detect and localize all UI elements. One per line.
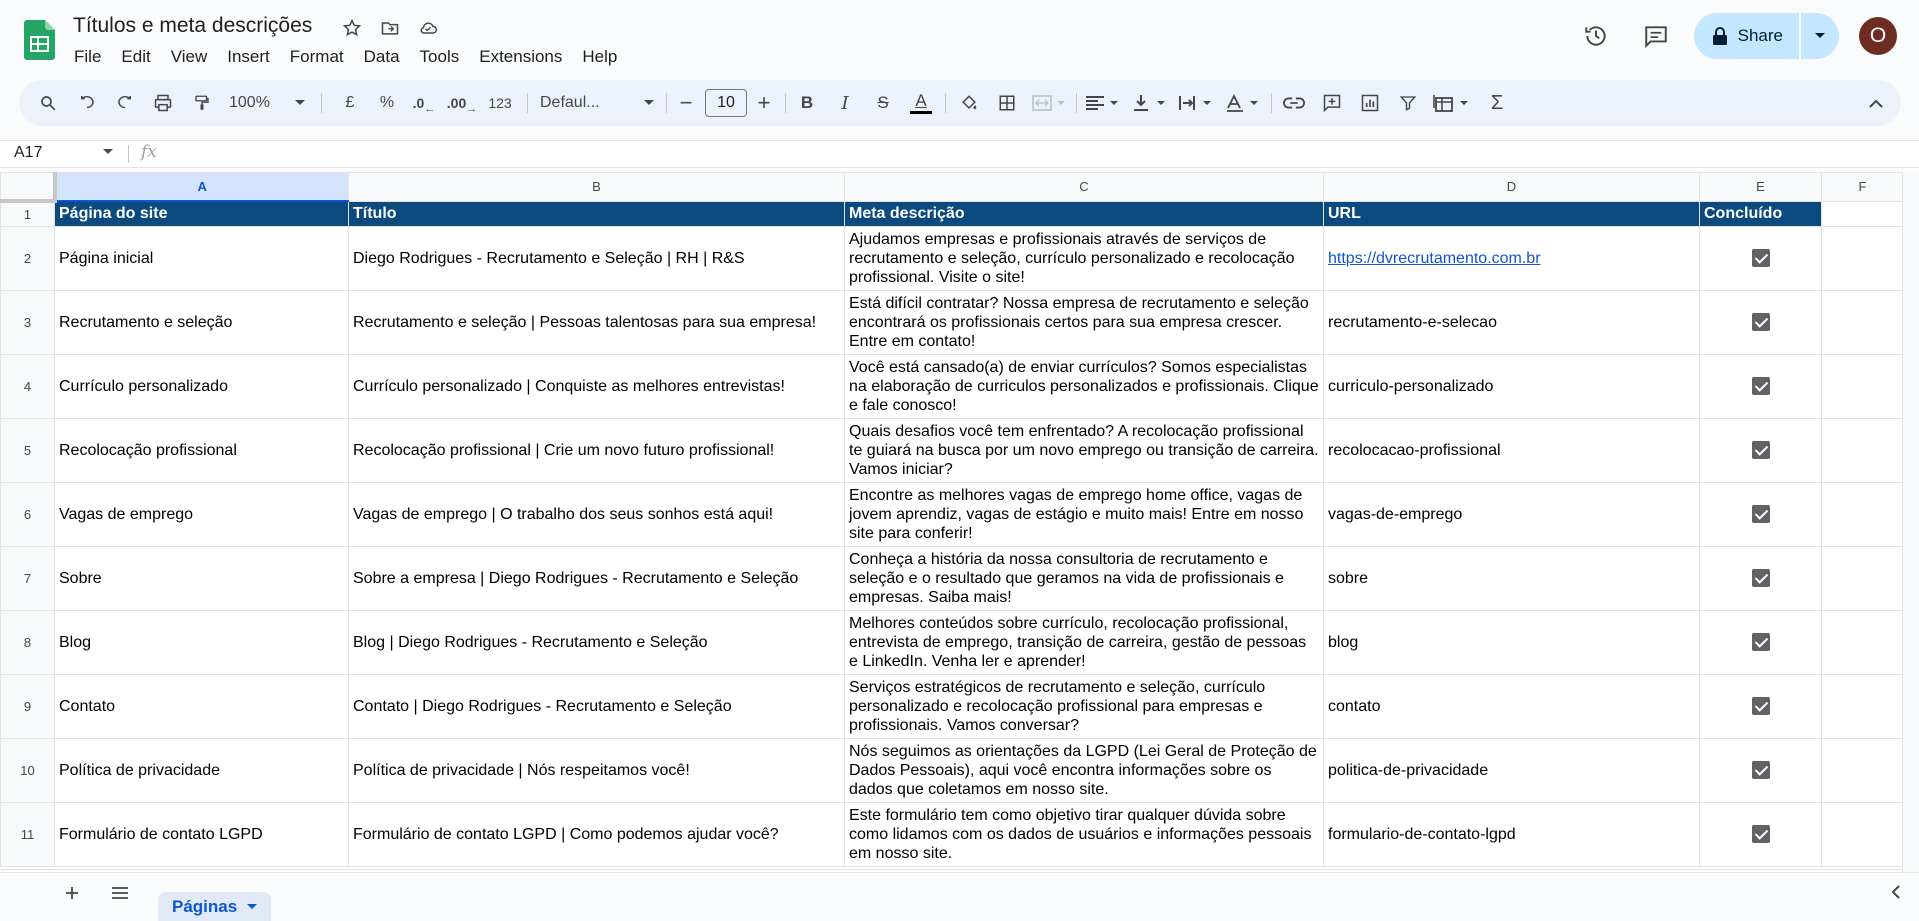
font-family-value: Defaul... bbox=[540, 94, 600, 111]
table-row bbox=[1, 803, 1904, 867]
cell-url[interactable]: curriculo-personalizado bbox=[1324, 355, 1700, 419]
caret-down-icon bbox=[247, 904, 257, 910]
menu-view[interactable]: View bbox=[170, 47, 208, 66]
cell-title[interactable]: Diego Rodrigues - Recrutamento e Seleção | RH | R&S bbox=[349, 227, 845, 291]
checkbox-checked[interactable] bbox=[1752, 697, 1770, 715]
cell-url[interactable]: recrutamento-e-selecao bbox=[1324, 291, 1700, 355]
row-header[interactable]: 5 bbox=[1, 419, 55, 483]
cell-page[interactable]: Política de privacidade bbox=[55, 739, 349, 803]
menu-edit[interactable]: Edit bbox=[121, 47, 151, 66]
cell-done[interactable] bbox=[1700, 419, 1822, 483]
sheet-tab-paginas[interactable] bbox=[158, 892, 271, 921]
cell-done[interactable] bbox=[1700, 675, 1822, 739]
print-icon[interactable] bbox=[148, 80, 178, 126]
table-row bbox=[1, 227, 1904, 291]
increase-decimal-button[interactable] bbox=[446, 80, 478, 126]
lock-icon bbox=[1712, 27, 1728, 45]
cell-page[interactable]: Recolocação profissional bbox=[55, 419, 349, 483]
redo-icon[interactable] bbox=[110, 80, 140, 126]
caret-down-icon[interactable] bbox=[103, 149, 113, 155]
empty-cell[interactable] bbox=[1822, 675, 1904, 739]
column-header-a[interactable]: A bbox=[55, 173, 349, 202]
paint-format-icon[interactable] bbox=[187, 80, 217, 126]
column-header-d[interactable]: D bbox=[1324, 173, 1700, 202]
collapse-menus-icon[interactable] bbox=[1861, 80, 1891, 126]
arrow-right-icon: → bbox=[466, 103, 478, 115]
increase-decimal-label: .00 bbox=[446, 95, 467, 111]
share-button[interactable] bbox=[1694, 13, 1799, 59]
table-row bbox=[1, 675, 1904, 739]
cell-title[interactable]: Formulário de contato LGPD | Como podemos ajudar você? bbox=[349, 803, 845, 867]
zoom-select[interactable] bbox=[229, 80, 305, 126]
increase-font-size-button[interactable] bbox=[751, 80, 777, 126]
header-cell-done[interactable]: Concluído bbox=[1700, 201, 1822, 227]
cell-meta[interactable]: Conheça a história da nossa consultoria de recrutamento e seleção e o resultado que geramos na vida de profissionais e empresas. Saiba mais! bbox=[845, 547, 1324, 611]
checkbox-checked[interactable] bbox=[1752, 441, 1770, 459]
row-header[interactable]: 11 bbox=[1, 803, 55, 867]
empty-cell[interactable] bbox=[1822, 803, 1904, 867]
cell-title[interactable]: Vagas de emprego | O trabalho dos seus sonhos está aqui! bbox=[349, 483, 845, 547]
table-row bbox=[1, 291, 1904, 355]
cell-meta[interactable]: Ajudamos empresas e profissionais através de serviços de recrutamento e seleção, currículo personalizado e recolocação profissional. Visite o site! bbox=[845, 227, 1324, 291]
empty-cell[interactable] bbox=[1822, 483, 1904, 547]
avatar[interactable]: O bbox=[1859, 17, 1897, 55]
empty-cell[interactable] bbox=[1822, 227, 1904, 291]
merge-cells-icon[interactable] bbox=[1029, 80, 1071, 126]
column-header-e[interactable]: E bbox=[1700, 173, 1822, 202]
cell-meta[interactable]: Quais desafios você tem enfrentado? A recolocação profissional te guiará na busca por um novo emprego ou transição de carreira. Vamos iniciar? bbox=[845, 419, 1324, 483]
cell-page[interactable]: Formulário de contato LGPD bbox=[55, 803, 349, 867]
insert-comment-icon[interactable] bbox=[1317, 80, 1347, 126]
table-row bbox=[1, 419, 1904, 483]
row-header[interactable]: 6 bbox=[1, 483, 55, 547]
arrow-left-icon: ← bbox=[424, 103, 436, 115]
cell-meta[interactable]: Nós seguimos as orientações da LGPD (Lei Geral de Proteção de Dados Pessoais), aqui você encontra informações sobre os dados que coletamos em nosso site. bbox=[845, 739, 1324, 803]
cell-done[interactable] bbox=[1700, 291, 1822, 355]
formula-bar bbox=[0, 140, 1919, 168]
search-menus-icon[interactable] bbox=[33, 80, 63, 126]
menu-insert[interactable]: Insert bbox=[227, 47, 270, 66]
cell-page[interactable]: Currículo personalizado bbox=[55, 355, 349, 419]
row-header[interactable]: 4 bbox=[1, 355, 55, 419]
table-row bbox=[1, 739, 1904, 803]
format-currency-button[interactable]: £ bbox=[345, 94, 355, 111]
zoom-value: 100% bbox=[229, 94, 270, 111]
insert-chart-icon[interactable] bbox=[1355, 80, 1385, 126]
cell-url[interactable]: formulario-de-contato-lgpd bbox=[1324, 803, 1700, 867]
cell-done[interactable] bbox=[1700, 739, 1822, 803]
column-header-c[interactable]: C bbox=[845, 173, 1324, 202]
sheets-logo-icon[interactable] bbox=[24, 20, 55, 60]
empty-cell[interactable] bbox=[1822, 547, 1904, 611]
share-button-group bbox=[1694, 13, 1839, 59]
column-header-f[interactable]: F bbox=[1822, 173, 1904, 202]
filter-icon[interactable] bbox=[1393, 80, 1423, 126]
empty-cell[interactable] bbox=[1822, 739, 1904, 803]
functions-icon[interactable]: Σ bbox=[1490, 91, 1504, 114]
cell-done[interactable] bbox=[1700, 227, 1822, 291]
share-dropdown-button[interactable] bbox=[1801, 13, 1839, 59]
cell-done[interactable] bbox=[1700, 355, 1822, 419]
menu-format[interactable]: Format bbox=[289, 47, 344, 66]
cell-done[interactable] bbox=[1700, 547, 1822, 611]
checkbox-checked[interactable] bbox=[1752, 633, 1770, 651]
all-sheets-icon[interactable] bbox=[100, 873, 140, 913]
menu-file[interactable]: File bbox=[74, 47, 102, 66]
url-link[interactable]: https://dvrecrutamento.com.br bbox=[1328, 249, 1541, 267]
checkbox-checked[interactable] bbox=[1752, 505, 1770, 523]
more-formats-button[interactable]: 123 bbox=[488, 95, 512, 111]
text-wrapping-icon[interactable] bbox=[1174, 80, 1218, 126]
share-label: Share bbox=[1737, 26, 1783, 45]
column-header-b[interactable]: B bbox=[349, 173, 845, 202]
cell-meta[interactable]: Serviços estratégicos de recrutamento e seleção, currículo personalizado e recolocação profissional para empresas e profissionais. Vamos conversar? bbox=[845, 675, 1324, 739]
font-size-field[interactable] bbox=[705, 80, 747, 126]
cell-title[interactable]: Sobre a empresa | Diego Rodrigues - Recrutamento e Seleção bbox=[349, 547, 845, 611]
font-size-value: 10 bbox=[705, 89, 747, 117]
row-header[interactable]: 2 bbox=[1, 227, 55, 291]
empty-cell[interactable] bbox=[1822, 355, 1904, 419]
caret-down-icon bbox=[295, 100, 305, 106]
row-header[interactable]: 7 bbox=[1, 547, 55, 611]
insert-link-icon[interactable] bbox=[1279, 80, 1309, 126]
fx-icon: fx bbox=[141, 142, 157, 162]
text-color-swatch bbox=[910, 111, 932, 114]
comments-icon[interactable] bbox=[1636, 16, 1676, 56]
chevron-left-icon[interactable] bbox=[1891, 885, 1901, 904]
cell-title[interactable]: Blog | Diego Rodrigues - Recrutamento e Seleção bbox=[349, 611, 845, 675]
cell-meta[interactable]: Você está cansado(a) de enviar currículos? Somos especialistas na elaboração de curriculos personalizados e profissionais. Clique e fale conosco! bbox=[845, 355, 1324, 419]
cell-title[interactable]: Política de privacidade | Nós respeitamos você! bbox=[349, 739, 845, 803]
empty-cell[interactable] bbox=[1822, 419, 1904, 483]
text-rotation-icon[interactable] bbox=[1222, 80, 1264, 126]
cell-meta[interactable]: Melhores conteúdos sobre currículo, recolocação profissional, entrevista de emprego, transição de carreira, gestão de pessoas e LinkedIn. Venha ler e aprender! bbox=[845, 611, 1324, 675]
cell-page[interactable]: Recrutamento e seleção bbox=[55, 291, 349, 355]
toolbar bbox=[19, 80, 1901, 126]
menu-help[interactable]: Help bbox=[582, 47, 618, 66]
font-family-select[interactable] bbox=[540, 80, 654, 126]
checkbox-checked[interactable] bbox=[1752, 249, 1770, 267]
cell-page[interactable]: Contato bbox=[55, 675, 349, 739]
cell-url[interactable]: politica-de-privacidade bbox=[1324, 739, 1700, 803]
menu-bar bbox=[64, 44, 627, 70]
header-cell-url[interactable]: URL bbox=[1324, 201, 1700, 227]
checkbox-checked[interactable] bbox=[1752, 825, 1770, 843]
caret-down-icon bbox=[1814, 32, 1826, 40]
checkbox-checked[interactable] bbox=[1752, 377, 1770, 395]
sheet-tab-bar bbox=[0, 872, 1919, 921]
spreadsheet-grid bbox=[0, 172, 1919, 872]
table-row bbox=[1, 483, 1904, 547]
table-row bbox=[1, 355, 1904, 419]
checkbox-checked[interactable] bbox=[1752, 569, 1770, 587]
table-row bbox=[1, 611, 1904, 675]
cell-url[interactable]: recolocacao-profissional bbox=[1324, 419, 1700, 483]
strikethrough-button[interactable] bbox=[868, 80, 898, 126]
cell-url[interactable] bbox=[1324, 227, 1700, 291]
row-header[interactable]: 3 bbox=[1, 291, 55, 355]
star-icon[interactable] bbox=[340, 16, 364, 40]
row-header[interactable]: 10 bbox=[1, 739, 55, 803]
row-header[interactable]: 9 bbox=[1, 675, 55, 739]
select-all-corner[interactable] bbox=[1, 173, 55, 202]
cell-meta[interactable]: Este formulário tem como objetivo tirar qualquer dúvida sobre como lidamos com os dados de usuários e informações pessoais em nosso site. bbox=[845, 803, 1324, 867]
menu-tools[interactable]: Tools bbox=[419, 47, 460, 66]
empty-cell[interactable] bbox=[1822, 291, 1904, 355]
borders-icon[interactable] bbox=[992, 80, 1022, 126]
row-header[interactable]: 8 bbox=[1, 611, 55, 675]
table-header-row bbox=[1, 201, 1904, 227]
table-row bbox=[1, 547, 1904, 611]
bold-icon: B bbox=[800, 93, 814, 112]
cell-title[interactable]: Contato | Diego Rodrigues - Recrutamento e Seleção bbox=[349, 675, 845, 739]
checkbox-checked[interactable] bbox=[1752, 761, 1770, 779]
cell-page[interactable]: Página inicial bbox=[55, 227, 349, 291]
add-sheet-icon[interactable] bbox=[52, 873, 92, 913]
cell-url[interactable]: contato bbox=[1324, 675, 1700, 739]
menu-extensions[interactable]: Extensions bbox=[479, 47, 563, 66]
cell-done[interactable] bbox=[1700, 611, 1822, 675]
fill-color-icon[interactable] bbox=[954, 80, 984, 126]
move-folder-icon[interactable] bbox=[378, 16, 402, 40]
decrease-decimal-label: .0 bbox=[412, 95, 425, 111]
decrease-decimal-button[interactable] bbox=[409, 80, 439, 126]
empty-cell[interactable] bbox=[1822, 201, 1904, 227]
strikethrough-icon: S bbox=[877, 93, 889, 112]
cell-title[interactable]: Currículo personalizado | Conquiste as melhores entrevistas! bbox=[349, 355, 845, 419]
horizontal-align-icon[interactable] bbox=[1081, 80, 1125, 126]
cell-meta[interactable]: Encontre as melhores vagas de emprego home office, vagas de jovem aprendiz, vagas de estágio e muito mais! Entre em nosso site para conferir! bbox=[845, 483, 1324, 547]
cell-url[interactable]: sobre bbox=[1324, 547, 1700, 611]
row-header[interactable]: 1 bbox=[1, 201, 55, 227]
decrease-font-size-button[interactable] bbox=[673, 80, 699, 126]
header-cell-page[interactable]: Página do site bbox=[55, 201, 349, 227]
header-cell-title[interactable]: Título bbox=[349, 201, 845, 227]
cell-url[interactable]: blog bbox=[1324, 611, 1700, 675]
cloud-status-icon[interactable] bbox=[416, 16, 440, 40]
sheet-tab-label: Páginas bbox=[172, 896, 238, 916]
document-title[interactable]: Títulos e meta descrições bbox=[73, 14, 313, 37]
caret-down-icon bbox=[644, 100, 654, 106]
filter-views-icon[interactable] bbox=[1429, 80, 1475, 126]
version-history-icon[interactable] bbox=[1576, 16, 1616, 56]
cell-page[interactable]: Vagas de emprego bbox=[55, 483, 349, 547]
cell-done[interactable] bbox=[1700, 803, 1822, 867]
empty-cell[interactable] bbox=[1822, 611, 1904, 675]
checkbox-checked[interactable] bbox=[1752, 313, 1770, 331]
undo-icon[interactable] bbox=[72, 80, 102, 126]
text-color-button[interactable] bbox=[906, 80, 936, 126]
italic-button[interactable] bbox=[830, 80, 860, 126]
cell-page[interactable]: Sobre bbox=[55, 547, 349, 611]
cell-title[interactable]: Recrutamento e seleção | Pessoas talentosas para sua empresa! bbox=[349, 291, 845, 355]
header-cell-meta[interactable]: Meta descrição bbox=[845, 201, 1324, 227]
bold-button[interactable] bbox=[792, 80, 822, 126]
vertical-align-icon[interactable] bbox=[1129, 80, 1171, 126]
minus-icon: − bbox=[679, 90, 693, 115]
name-box[interactable]: A17 bbox=[14, 144, 43, 161]
cell-done[interactable] bbox=[1700, 483, 1822, 547]
cell-meta[interactable]: Está difícil contratar? Nossa empresa de recrutamento e seleção encontrará os profissionais certos para sua empresa crescer. Entre em contato! bbox=[845, 291, 1324, 355]
cell-url[interactable]: vagas-de-emprego bbox=[1324, 483, 1700, 547]
italic-icon: I bbox=[841, 92, 849, 114]
plus-icon: + bbox=[757, 90, 771, 115]
format-percent-button[interactable]: % bbox=[379, 94, 395, 111]
menu-data[interactable]: Data bbox=[363, 47, 400, 66]
top-bar bbox=[0, 0, 1919, 78]
text-color-icon: A bbox=[915, 91, 927, 110]
cell-title[interactable]: Recolocação profissional | Crie um novo futuro profissional! bbox=[349, 419, 845, 483]
vertical-scrollbar[interactable] bbox=[1902, 172, 1919, 872]
cell-page[interactable]: Blog bbox=[55, 611, 349, 675]
